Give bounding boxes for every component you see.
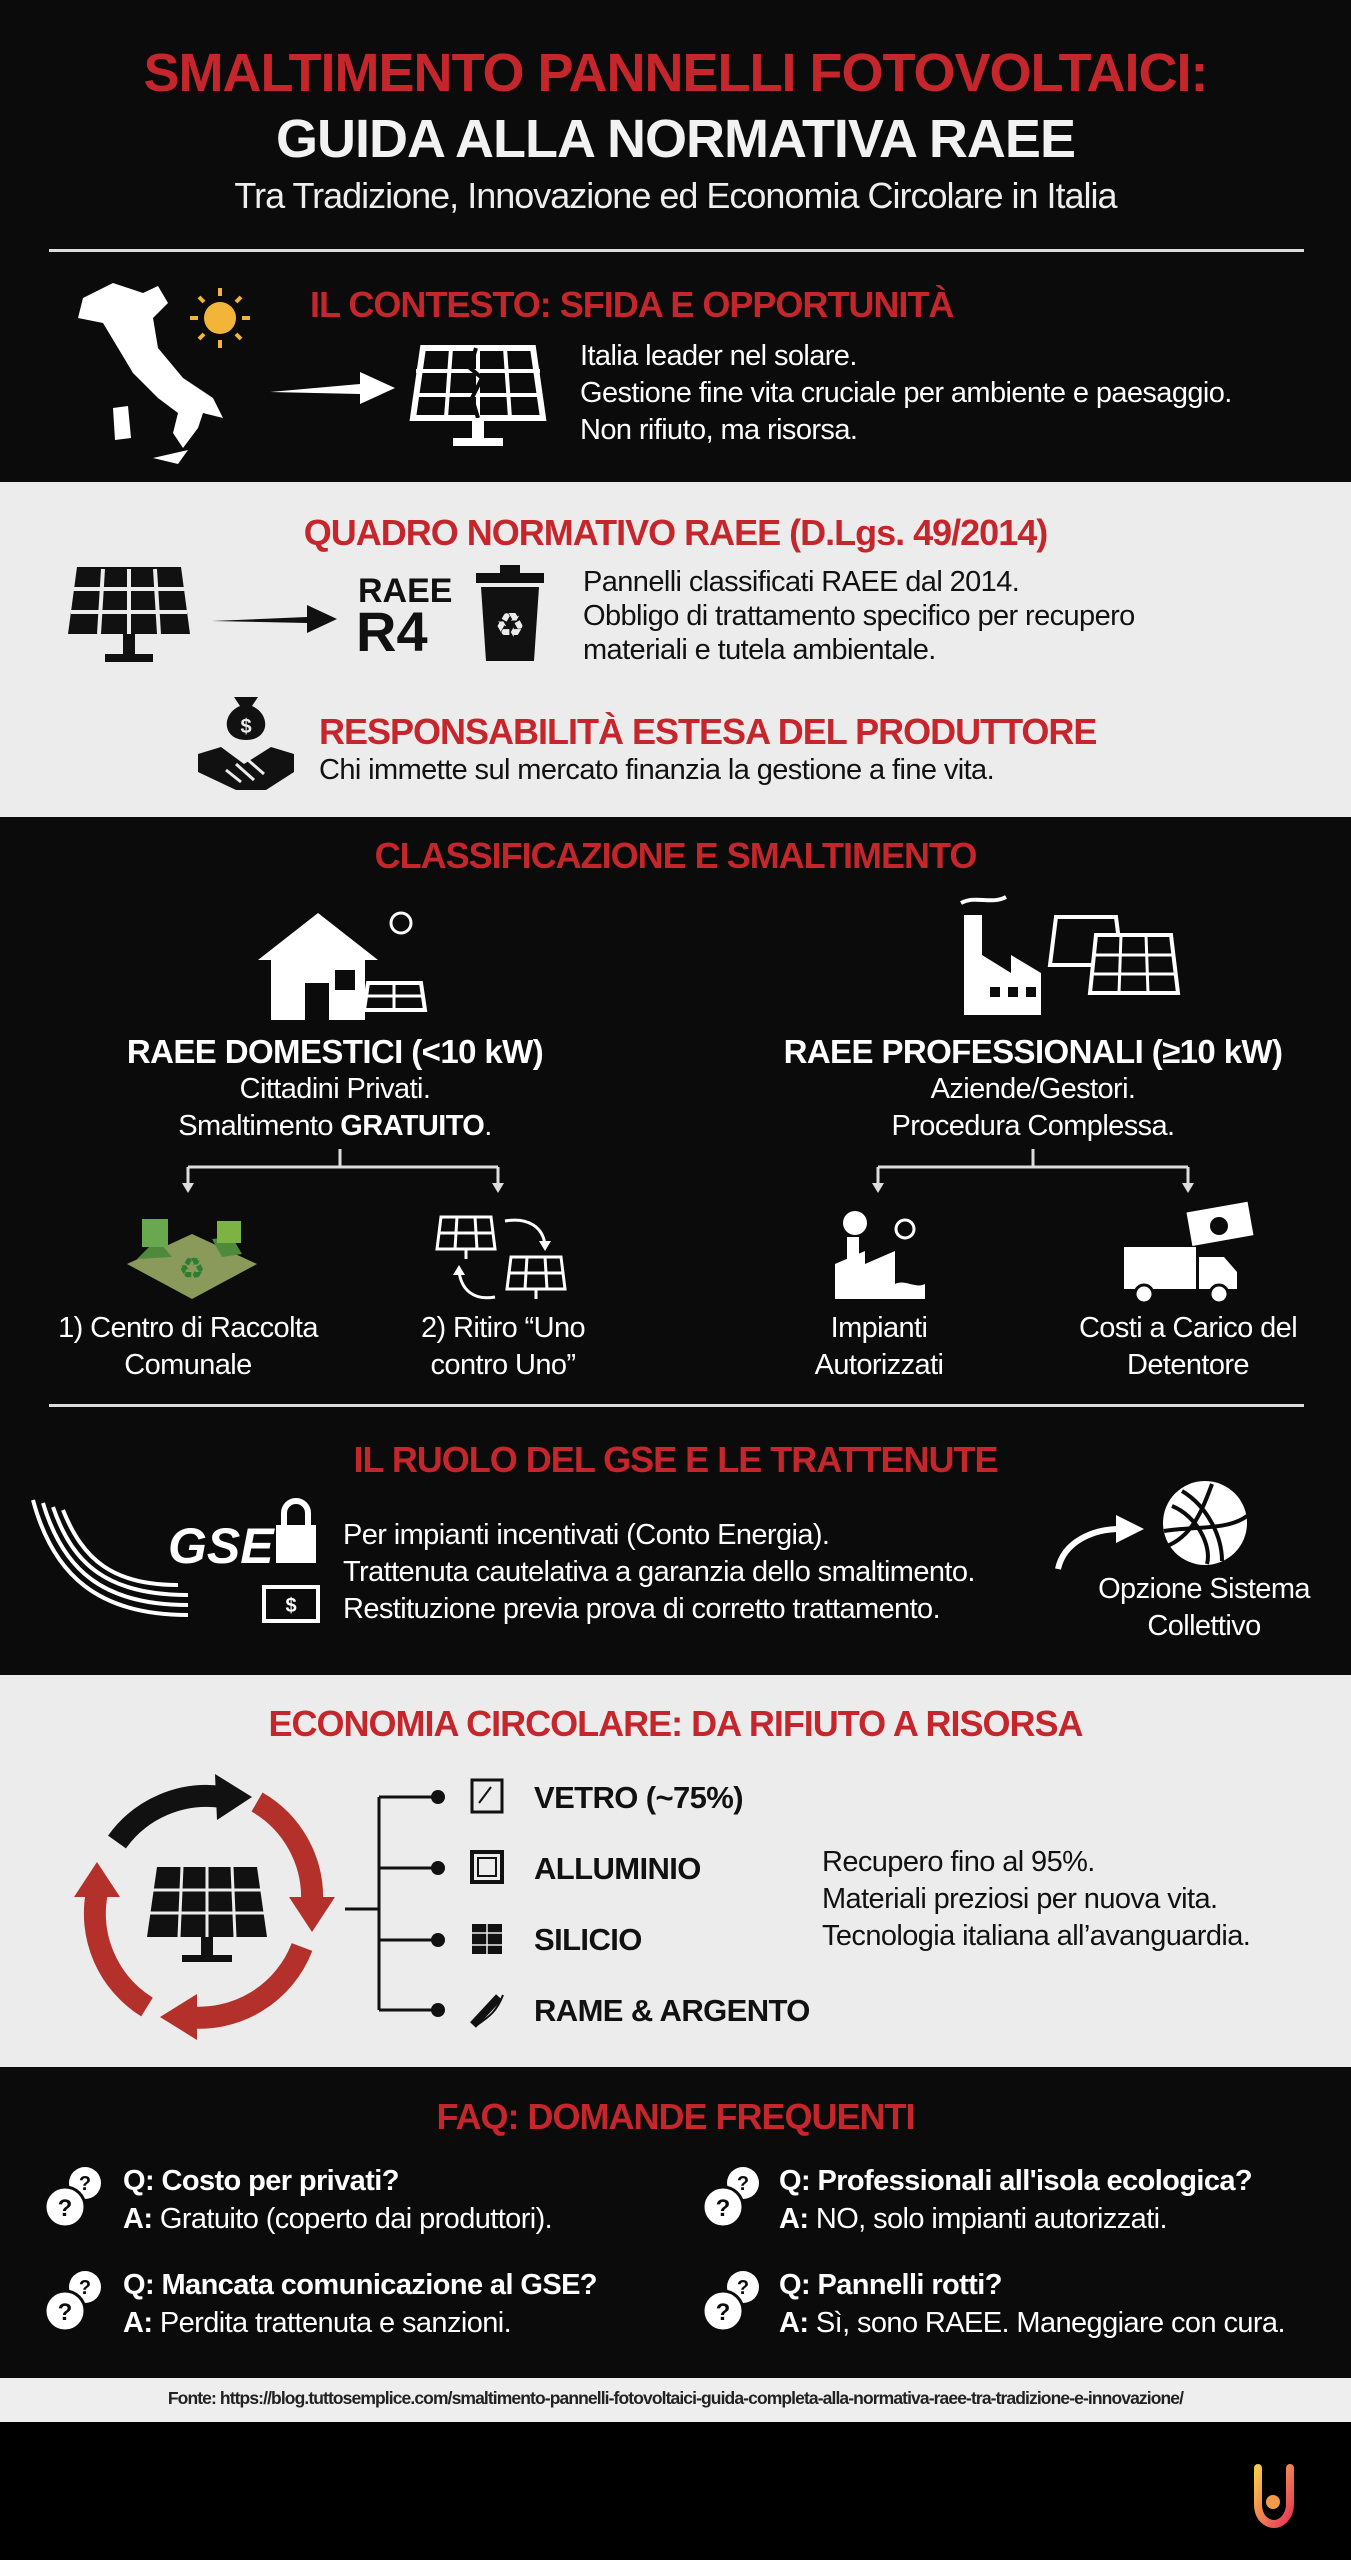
title-line1: SMALTIMENTO PANNELLI FOTOVOLTAICI: [143, 43, 1208, 103]
subtitle: Tra Tradizione, Innovazione ed Economia Circolare in Italia [234, 175, 1117, 216]
material-vetro: VETRO (~75%) [534, 1780, 743, 1815]
gse-line-1: Per impianti incentivati (Conto Energia). [343, 1519, 830, 1551]
contesto-line-1: Italia leader nel solare. [580, 340, 857, 372]
contesto-line-2: Gestione fine vita cruciale per ambiente e paesaggio. [580, 377, 1232, 409]
normativa-line-3: materiali e tutela ambientale. [583, 634, 936, 666]
gratuito-label: GRATUITO [340, 1110, 485, 1142]
tree-connector-right [870, 1149, 1200, 1194]
normativa-line-2: Obbligo di trattamento specifico per recupero [583, 600, 1135, 632]
svg-text:?: ? [57, 2299, 73, 2326]
arrow-right-icon [270, 368, 395, 408]
faq-question [123, 2267, 597, 2304]
gse-heading: IL RUOLO DEL GSE E LE TRATTENUTE [353, 1439, 998, 1480]
materials-connector [345, 1787, 450, 2012]
material-silicio: SILICIO [534, 1922, 642, 1957]
option-line: Costi a Carico del [1078, 1312, 1298, 1344]
q-prefix: Q: [779, 2269, 811, 2301]
epr-text: Chi immette sul mercato finanzia la gestione a fine vita. [319, 754, 995, 786]
domestici-line-2-suffix: . [484, 1110, 492, 1142]
option-line: Collettivo [1147, 1610, 1261, 1643]
a-prefix: A: [779, 2307, 809, 2339]
tree-connector-left [180, 1149, 510, 1194]
svg-text:?: ? [736, 2173, 750, 2195]
panel-exchange-icon [433, 1209, 573, 1307]
brand-logo [1252, 2464, 1296, 2528]
question-text: Pannelli rotti? [817, 2269, 1002, 2301]
option-line: Comunale [124, 1349, 252, 1382]
question-text: Costo per privati? [161, 2165, 399, 2197]
option-costi-detentore [1079, 1310, 1297, 1384]
economia-section [0, 1675, 1351, 2067]
option-line: 2) Ritiro “Uno [420, 1312, 586, 1344]
faq-question [779, 2163, 1252, 2200]
answer-text: Gratuito (coperto dai produttori). [159, 2203, 553, 2235]
svg-text:?: ? [736, 2277, 750, 2299]
domestici-line-2 [178, 1108, 491, 1145]
economia-heading: ECONOMIA CIRCOLARE: DA RIFIUTO A RISORSA [268, 1703, 1083, 1744]
option-line: 1) Centro di Raccolta [58, 1312, 318, 1344]
opzione-sistema-collettivo [1098, 1571, 1310, 1645]
professionali-line-1: Aziende/Gestori. [930, 1073, 1136, 1105]
svg-text:$: $ [285, 1595, 297, 1617]
source-link[interactable]: Fonte: https://blog.tuttosemplice.com/smaltimento-pannelli-fotovoltaici-guida-completa-alla-normativa-raee-tra-tradizione-e-innovazione/ [167, 2388, 1184, 2408]
factory-solar-icon [956, 895, 1186, 1023]
svg-text:♻: ♻ [178, 1252, 206, 1287]
question-bubbles-icon [41, 2165, 107, 2231]
aluminium-frame-icon [469, 1849, 505, 1885]
svg-text:?: ? [78, 2173, 92, 2195]
faq-question [779, 2267, 1002, 2304]
header-section [0, 0, 1351, 482]
economia-line-1: Recupero fino al 95%. [822, 1846, 1095, 1878]
economia-line-2: Materiali preziosi per nuova vita. [822, 1883, 1218, 1915]
gse-logo [28, 1495, 328, 1630]
domestici-line-2-prefix: Smaltimento [178, 1110, 341, 1142]
question-bubbles-icon [699, 2165, 765, 2231]
house-solar-icon [253, 905, 428, 1025]
truck-money-icon [1119, 1202, 1259, 1307]
material-alluminio: ALLUMINIO [534, 1851, 701, 1886]
faq-answer [779, 2201, 1167, 2238]
a-prefix: A: [779, 2203, 809, 2235]
raee-code: R4 [356, 600, 428, 663]
material-rame-argento: RAME & ARGENTO [534, 1993, 810, 2028]
svg-text:♻: ♻ [494, 606, 526, 646]
question-text: Professionali all'isola ecologica? [817, 2165, 1253, 2197]
domestici-title: RAEE DOMESTICI (<10 kW) [126, 1033, 544, 1070]
question-bubbles-icon [41, 2269, 107, 2335]
q-prefix: Q: [123, 2269, 155, 2301]
faq-answer [123, 2201, 552, 2238]
normativa-section [0, 482, 1351, 817]
svg-text:?: ? [57, 2195, 73, 2222]
option-line: Autorizzati [814, 1349, 944, 1382]
a-prefix: A: [123, 2307, 153, 2339]
a-prefix: A: [123, 2203, 153, 2235]
professionali-title: RAEE PROFESSIONALI (≥10 kW) [783, 1033, 1283, 1070]
divider [49, 249, 1304, 252]
epr-heading: RESPONSABILITÀ ESTESA DEL PRODUTTORE [319, 711, 1097, 752]
contesto-heading: IL CONTESTO: SFIDA E OPPORTUNITÀ [310, 284, 954, 325]
recycling-bin-icon [474, 565, 546, 665]
question-text: Mancata comunicazione al GSE? [161, 2269, 597, 2301]
faq-question [123, 2163, 399, 2200]
faq-answer [779, 2305, 1285, 2342]
authorized-plant-icon [825, 1209, 933, 1307]
answer-text: Sì, sono RAEE. Maneggiare con cura. [815, 2307, 1285, 2339]
option-line: Detentore [1127, 1349, 1249, 1382]
title-line2: GUIDA ALLA NORMATIVA RAEE [276, 109, 1075, 169]
answer-text: Perdita trattenuta e sanzioni. [159, 2307, 512, 2339]
sun-icon [188, 286, 252, 350]
classificazione-heading: CLASSIFICAZIONE E SMALTIMENTO [374, 835, 977, 876]
option-line: contro Uno” [430, 1349, 576, 1382]
curved-arrow-icon [1054, 1511, 1146, 1571]
divider [49, 1404, 1304, 1407]
broken-solar-panel-icon [408, 343, 548, 453]
arrow-right-icon [212, 602, 337, 636]
faq-heading: FAQ: DOMANDE FREQUENTI [436, 2096, 915, 2137]
professionali-line-2: Procedura Complessa. [891, 1110, 1175, 1142]
option-line: Impianti [830, 1312, 928, 1344]
gse-line-3: Restituzione previa prova di corretto trattamento. [343, 1593, 941, 1625]
contesto-line-3: Non rifiuto, ma risorsa. [580, 414, 858, 446]
q-prefix: Q: [779, 2165, 811, 2197]
collection-center-icon [122, 1209, 262, 1307]
q-prefix: Q: [123, 2165, 155, 2197]
collective-system-logo [1152, 1476, 1258, 1570]
faq-answer [123, 2305, 511, 2342]
normativa-heading: QUADRO NORMATIVO RAEE (D.Lgs. 49/2014) [303, 512, 1048, 553]
gse-logo-text: GSE [168, 1518, 274, 1574]
handshake-money-icon [196, 692, 296, 797]
silicon-cell-icon [469, 1921, 505, 1957]
raee-label: RAEE [358, 572, 453, 610]
option-line: Opzione Sistema [1098, 1573, 1310, 1605]
domestici-line-1: Cittadini Privati. [239, 1073, 431, 1105]
glass-icon [469, 1777, 505, 1815]
gse-line-2: Trattenuta cautelativa a garanzia dello smaltimento. [343, 1556, 975, 1588]
source-bar [0, 2378, 1351, 2422]
question-bubbles-icon [699, 2269, 765, 2335]
option-centro-raccolta [58, 1310, 318, 1384]
copper-silver-wire-icon [469, 1991, 507, 2029]
circular-cycle-icon [57, 1772, 357, 2047]
faq-section [0, 2067, 1351, 2378]
normativa-line-1: Pannelli classificati RAEE dal 2014. [583, 566, 1020, 598]
svg-text:$: $ [240, 716, 252, 738]
classificazione-section [0, 817, 1351, 1675]
solar-panel-icon [65, 564, 193, 667]
answer-text: NO, solo impianti autorizzati. [815, 2203, 1167, 2235]
svg-text:?: ? [715, 2195, 731, 2222]
economia-line-3: Tecnologia italiana all’avanguardia. [822, 1920, 1251, 1952]
svg-text:?: ? [715, 2299, 731, 2326]
option-impianti-autorizzati [815, 1310, 944, 1384]
option-uno-contro-uno [421, 1310, 585, 1384]
svg-text:?: ? [78, 2277, 92, 2299]
